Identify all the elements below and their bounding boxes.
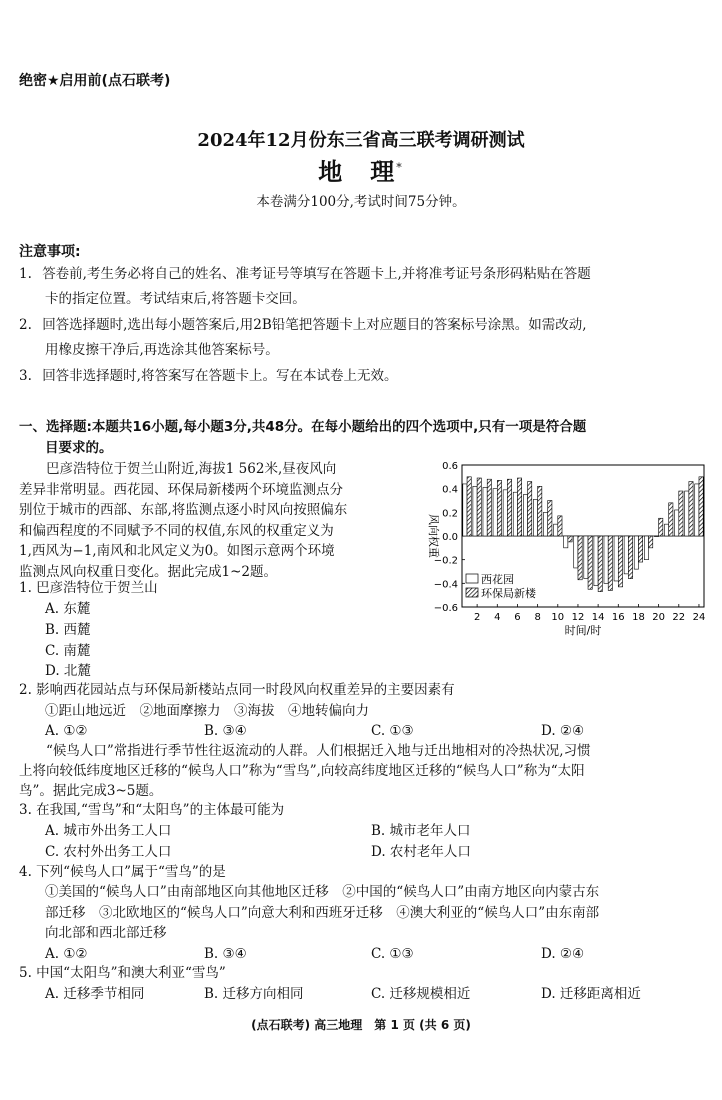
bar-huanbaoju [477, 478, 481, 536]
notice-heading: 注意事项: [19, 244, 81, 260]
bar-xihuayuan [523, 495, 527, 536]
q2-option-c[interactable]: C. ①③ [371, 723, 414, 739]
bar-huanbaoju [578, 536, 582, 580]
bar-xihuayuan [675, 510, 679, 536]
section-heading: 一、选择题:本题共16小题,每小题3分,共48分。在每小题给出的四个选项中,只有一项是符合题 [19, 419, 587, 435]
x-tick-label: 16 [611, 612, 625, 623]
bar-xihuayuan [644, 536, 648, 560]
q2-stem: 2. 影响西花园站点与环保局新楼站点同一时段风向权重差异的主要因素有 [19, 682, 455, 698]
bar-xihuayuan [574, 536, 578, 568]
bar-xihuayuan [614, 536, 618, 581]
bar-xihuayuan [503, 490, 507, 536]
exam-title: 2024年12月份东三省高三联考调研测试 [197, 130, 525, 151]
x-tick-label: 14 [591, 612, 605, 623]
bar-xihuayuan [584, 536, 588, 579]
q2-option-a[interactable]: A. ①② [45, 723, 88, 739]
x-tick-label: 2 [473, 612, 481, 623]
q5-option-c[interactable]: C. 迁移规模相近 [371, 986, 471, 1002]
bar-huanbaoju [628, 536, 632, 579]
bar-xihuayuan [654, 536, 658, 537]
notice-text: 回答选择题时,选出每小题答案后,用2B铅笔把答题卡上对应题目的答案标号涂黑。如需改动, [42, 317, 587, 333]
q5-option-b[interactable]: B. 迁移方向相同 [204, 986, 304, 1002]
x-tick-label: 8 [534, 612, 541, 623]
q3-option-d[interactable]: D. 农村老年人口 [371, 844, 471, 860]
y-tick-label: −0.4 [433, 579, 458, 591]
bar-xihuayuan [685, 491, 689, 536]
bar-xihuayuan [533, 499, 537, 536]
x-tick-label: 22 [672, 612, 686, 623]
bar-huanbaoju [618, 536, 622, 587]
x-tick-label: 6 [514, 612, 521, 623]
notice-text: 回答非选择题时,将答案写在答题卡上。写在本试卷上无效。 [42, 368, 398, 384]
q3-option-c[interactable]: C. 农村外出务工人口 [45, 844, 172, 860]
q5-stem: 5. 中国“太阳鸟”和澳大利亚“雪鸟” [19, 965, 226, 981]
q5-option-a[interactable]: A. 迁移季节相同 [45, 986, 145, 1002]
section-heading-cont: 目要求的。 [45, 440, 113, 456]
bar-huanbaoju [538, 486, 542, 536]
passage-line: 监测点风向权重日变化。据此完成1~2题。 [19, 563, 277, 580]
q4-option-b[interactable]: B. ③④ [204, 946, 247, 962]
y-tick-label: 0.0 [442, 532, 458, 543]
bar-huanbaoju [487, 479, 491, 536]
q3-option-b[interactable]: B. 城市老年人口 [371, 823, 471, 839]
wind-weight-chart [418, 455, 714, 640]
bar-huanbaoju [517, 478, 521, 536]
bar-xihuayuan [564, 536, 568, 548]
q1-stem: 1. 巴彦浩特位于贺兰山 [19, 580, 158, 596]
bar-huanbaoju [699, 477, 703, 536]
bar-huanbaoju [568, 536, 572, 542]
subject-name: 地 理 [318, 157, 397, 186]
x-tick-label: 20 [652, 612, 665, 623]
q4-items-line-1: ①美国的“候鸟人口”由南部地区向其他地区迁移 ②中国的“候鸟人口”由南方地区向内蒙古东 [45, 884, 600, 900]
q1-option-b[interactable]: B. 西麓 [45, 622, 91, 638]
notice-num: 3. [19, 368, 32, 384]
q1-option-a[interactable]: A. 东麓 [45, 601, 91, 617]
exam-subtitle: 本卷满分100分,考试时间75分钟。 [256, 194, 466, 210]
page-footer: (点石联考) 高三地理 第 1 页 (共 6 页) [251, 1018, 471, 1032]
q5-option-d[interactable]: D. 迁移距离相近 [541, 986, 641, 1002]
bar-xihuayuan [543, 512, 547, 536]
notice-num: 2. [19, 317, 32, 333]
notice-item-1-cont: 卡的指定位置。考试结束后,将答题卡交回。 [45, 291, 306, 307]
bar-huanbaoju [558, 516, 562, 536]
passage-line: 上将向较低纬度地区迁移的“候鸟人口”称为“雪鸟”,向较高纬度地区迁移的“候鸟人口”称为“太阳 [19, 763, 585, 779]
passage-line: 差异非常明显。西花园、环保局新楼两个环境监测点分 [19, 481, 343, 498]
q4-option-c[interactable]: C. ①③ [371, 946, 414, 962]
bar-huanbaoju [548, 501, 552, 537]
subject-mark: * [396, 161, 404, 174]
y-axis-label: 风向权重 [427, 514, 440, 558]
bar-xihuayuan [604, 536, 608, 583]
q3-stem: 3. 在我国,“雪鸟”和“太阳鸟”的主体最可能为 [19, 802, 285, 818]
q2-option-b[interactable]: B. ③④ [204, 723, 247, 739]
notice-num: 1. [19, 266, 32, 282]
bar-xihuayuan [473, 486, 477, 536]
notice-item-2 [19, 315, 587, 336]
passage-1 [19, 459, 419, 582]
bar-xihuayuan [695, 484, 699, 536]
passage-line: 和偏西程度的不同赋予不同的权值,东风的权重定义为 [19, 522, 334, 539]
passage-line: “候鸟人口”常指进行季节性往返流动的人群。人们根据迁入地与迁出地相对的冷热状况,习惯 [19, 743, 591, 759]
q4-stem: 4. 下列“候鸟人口”属于“雪鸟”的是 [19, 864, 226, 880]
bar-huanbaoju [598, 536, 602, 592]
passage-line: 鸟”。据此完成3~5题。 [19, 783, 163, 799]
q2-items: ①距山地远近 ②地面摩擦力 ③海拔 ④地转偏向力 [45, 703, 369, 719]
bar-xihuayuan [624, 536, 628, 574]
q4-option-a[interactable]: A. ①② [45, 946, 88, 962]
notice-item-2-cont: 用橡皮擦干净后,再选涂其他答案标号。 [45, 342, 279, 358]
bar-huanbaoju [689, 482, 693, 536]
x-tick-label: 4 [494, 612, 501, 623]
subject-title [0, 152, 722, 187]
q4-items-line-3: 向北部和西北部迁移 [45, 925, 167, 941]
q3-option-a[interactable]: A. 城市外出务工人口 [45, 823, 172, 839]
bar-xihuayuan [634, 536, 638, 569]
legend-swatch [466, 588, 478, 597]
notice-item-3 [19, 366, 397, 387]
bar-xihuayuan [513, 492, 517, 536]
legend-label: 西花园 [481, 573, 514, 586]
bar-xihuayuan [664, 524, 668, 536]
y-tick-label: 0.2 [442, 508, 458, 520]
bar-huanbaoju [669, 503, 673, 536]
bar-xihuayuan [493, 489, 497, 536]
passage-line: 别位于城市的西部、东部,将监测点逐小时风向按照偏东 [19, 502, 348, 518]
q4-items-line-2: 部迁移 ③北欧地区的“候鸟人口”向意大利和西班牙迁移 ④澳大利亚的“候鸟人口”由东南部 [45, 905, 600, 921]
legend-swatch [466, 574, 478, 583]
q2-option-d[interactable]: D. ②④ [541, 723, 585, 739]
bar-xihuayuan [483, 487, 487, 536]
secret-mark: 绝密★启用前(点石联考) [19, 73, 171, 89]
bar-huanbaoju [507, 479, 511, 536]
y-tick-label: 0.6 [442, 461, 458, 472]
bar-xihuayuan [594, 536, 598, 586]
y-tick-label: 0.4 [442, 484, 458, 496]
x-tick-label: 12 [571, 612, 585, 623]
bar-huanbaoju [608, 536, 612, 590]
passage-line: 巴彦浩特位于贺兰山附近,海拔1 562米,昼夜风向 [19, 461, 337, 477]
q4-option-d[interactable]: D. ②④ [541, 946, 585, 962]
x-tick-label: 10 [551, 612, 565, 623]
bar-huanbaoju [588, 536, 592, 589]
x-axis-label: 时间/时 [564, 624, 602, 637]
bar-huanbaoju [659, 518, 663, 536]
bar-xihuayuan [554, 524, 558, 536]
bar-huanbaoju [497, 480, 501, 536]
y-tick-label: −0.6 [433, 603, 458, 614]
y-tick-label: −0.2 [433, 555, 458, 567]
x-tick-label: 24 [692, 612, 706, 623]
bar-huanbaoju [638, 536, 642, 562]
bar-huanbaoju [649, 536, 653, 548]
bar-xihuayuan [463, 484, 467, 536]
passage-2 [19, 741, 709, 801]
notice-item-1 [19, 264, 591, 285]
q1-option-d[interactable]: D. 北麓 [45, 663, 91, 679]
bar-huanbaoju [679, 491, 683, 536]
x-tick-label: 18 [632, 612, 645, 623]
bar-huanbaoju [467, 477, 471, 536]
passage-line: 1,西风为−1,南风和北风定义为0。如图示意两个环境 [19, 543, 335, 559]
notice-text: 答卷前,考生务必将自己的姓名、准考证号等填写在答题卡上,并将准考证号条形码粘贴在答题 [42, 266, 591, 282]
bar-huanbaoju [528, 482, 532, 536]
legend-label: 环保局新楼 [481, 587, 536, 600]
q1-option-c[interactable]: C. 南麓 [45, 643, 91, 659]
